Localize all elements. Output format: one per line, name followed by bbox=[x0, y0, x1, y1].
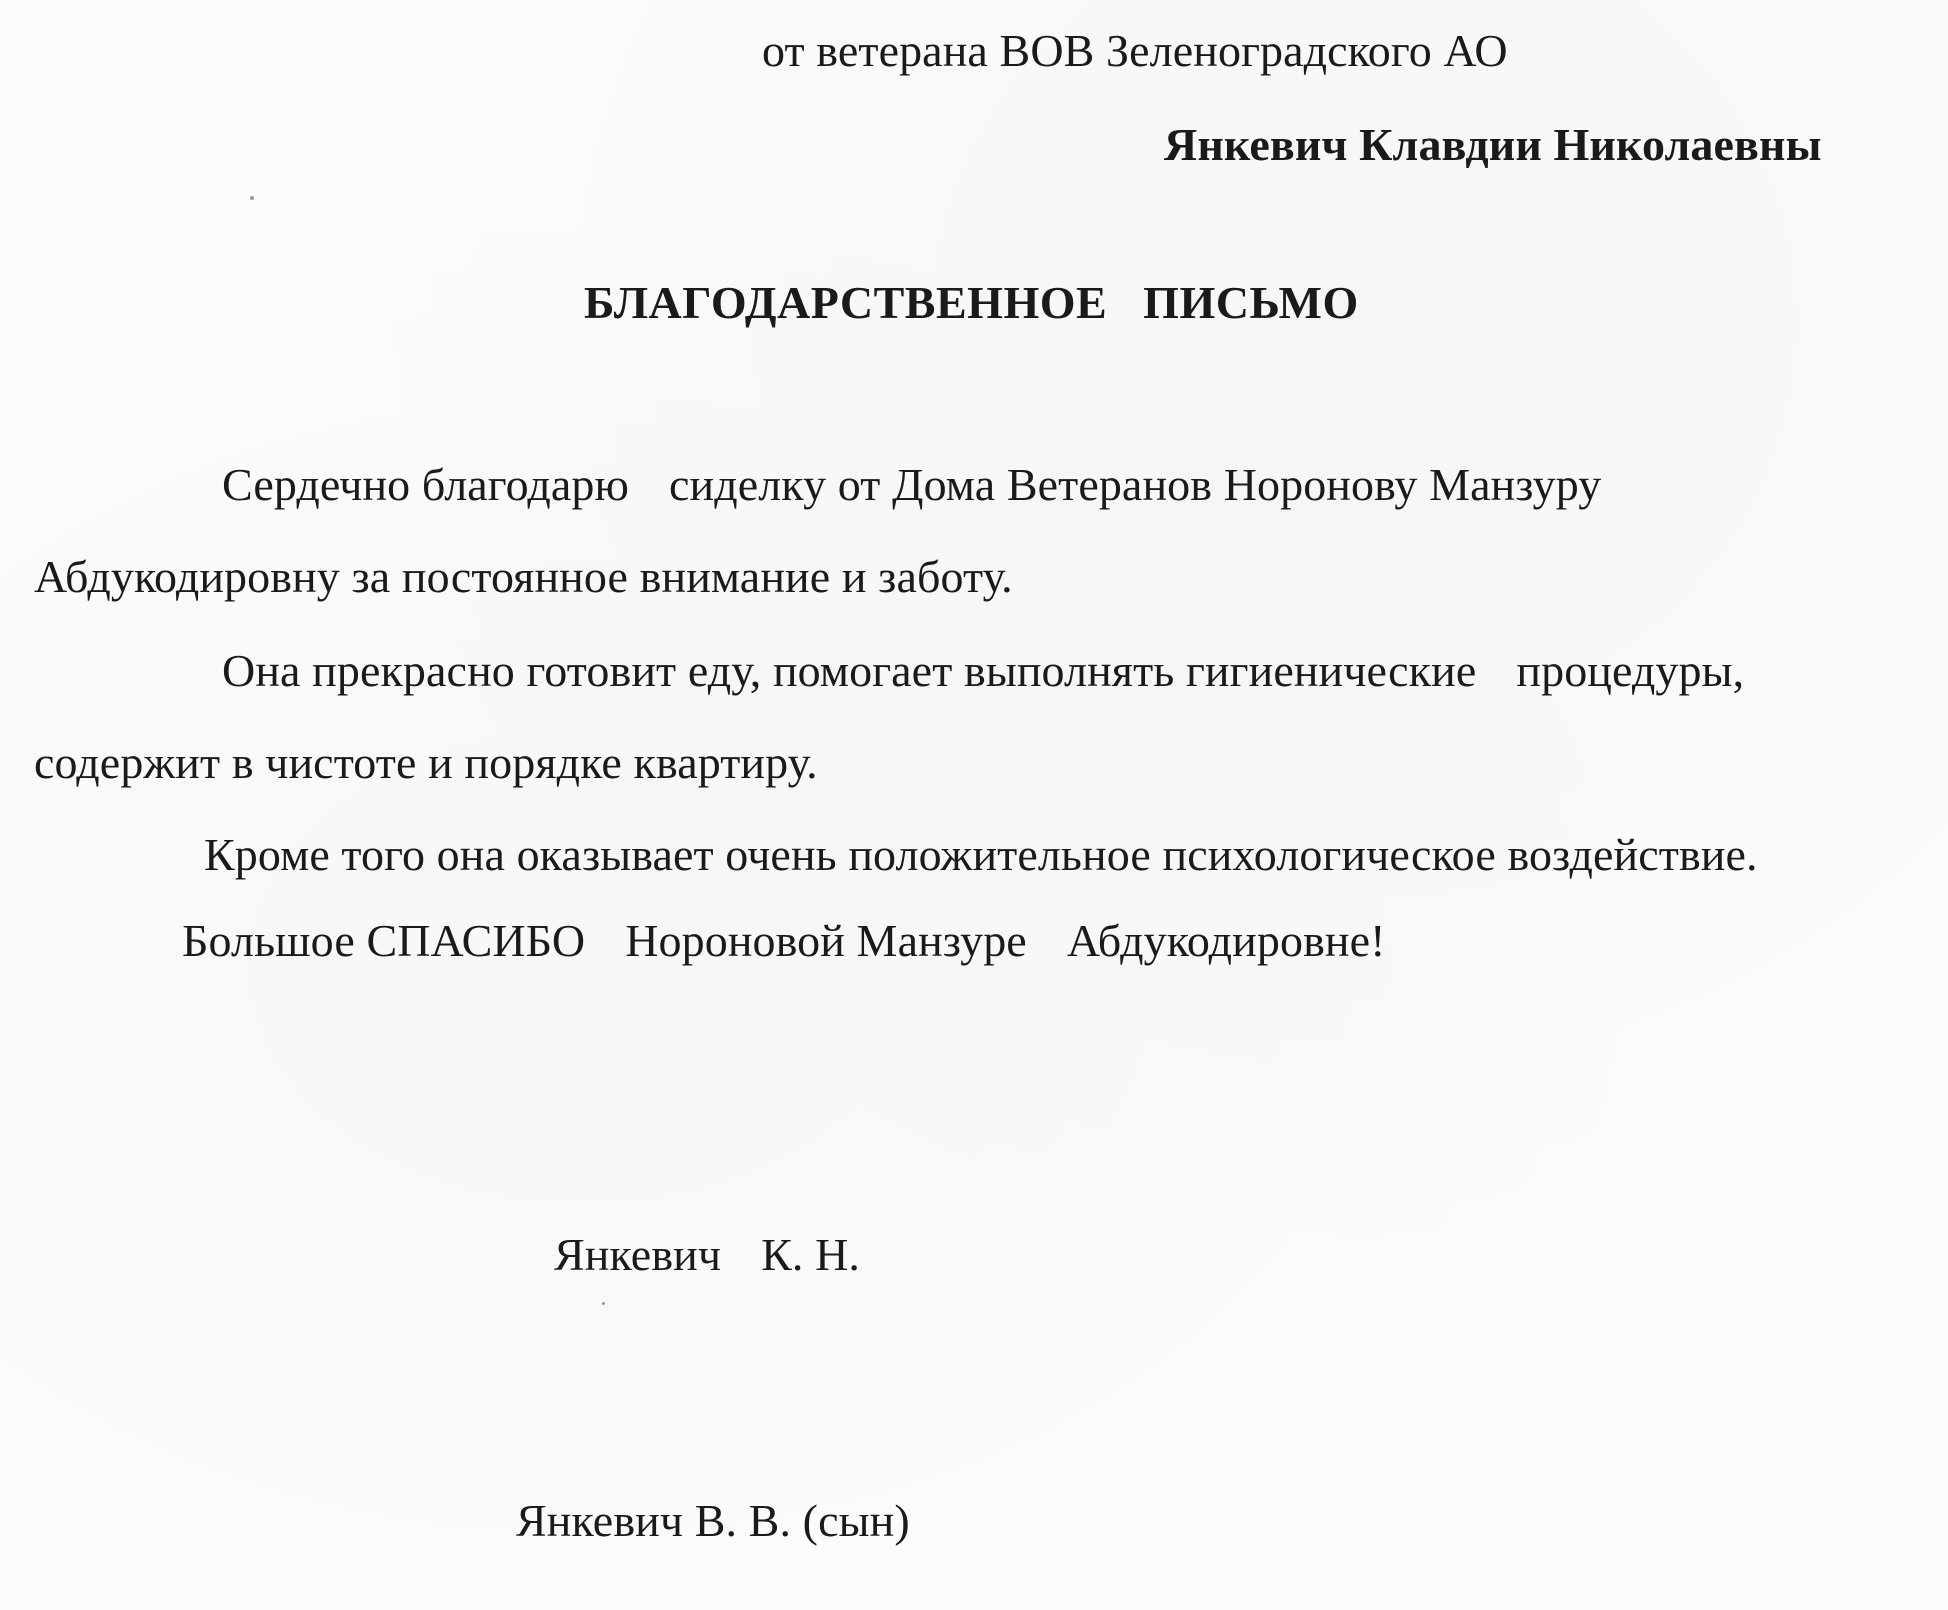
paragraph-1-line-2: Абдукодировну за постоянное внимание и заботу. bbox=[34, 551, 1013, 602]
sender-name: Янкевич Клавдии Николаевны bbox=[1164, 119, 1822, 170]
paragraph-2-line-1 bbox=[222, 645, 1745, 696]
paragraph-2-text-b: процедуры, bbox=[1516, 645, 1745, 696]
paragraph-1-text-a: Сердечно благодарю bbox=[222, 459, 629, 510]
paragraph-1-line-1 bbox=[222, 459, 1602, 510]
signature-1-surname: Янкевич bbox=[554, 1229, 722, 1280]
paragraph-2-line-2: содержит в чистоте и порядке квартиру. bbox=[34, 737, 818, 788]
paper-speck bbox=[602, 1302, 605, 1305]
signature-1 bbox=[554, 1229, 860, 1280]
sender-from-line: от ветерана ВОВ Зеленоградского АО bbox=[762, 25, 1508, 76]
paragraph-1-text-b: сиделку от Дома Ветеранов Норонову Манзуру bbox=[669, 459, 1602, 510]
paragraph-3: Кроме того она оказывает очень положительное психологическое воздействие. bbox=[204, 829, 1758, 880]
paragraph-2-text-a: Она прекрасно готовит еду, помогает выполнять гигиенические bbox=[222, 645, 1477, 696]
paragraph-4-text-c: Абдукодировне! bbox=[1066, 915, 1386, 966]
signature-1-initials: К. Н. bbox=[761, 1229, 860, 1280]
paragraph-4 bbox=[182, 915, 1386, 966]
letter-title: БЛАГОДАРСТВЕННОЕ ПИСЬМО bbox=[584, 277, 1359, 328]
paragraph-4-text-a: Большое СПАСИБО bbox=[182, 915, 586, 966]
paragraph-4-text-b: Нороновой Манзуре bbox=[625, 915, 1027, 966]
paper-speck bbox=[250, 196, 254, 200]
signature-2: Янкевич В. В. (сын) bbox=[516, 1495, 910, 1546]
